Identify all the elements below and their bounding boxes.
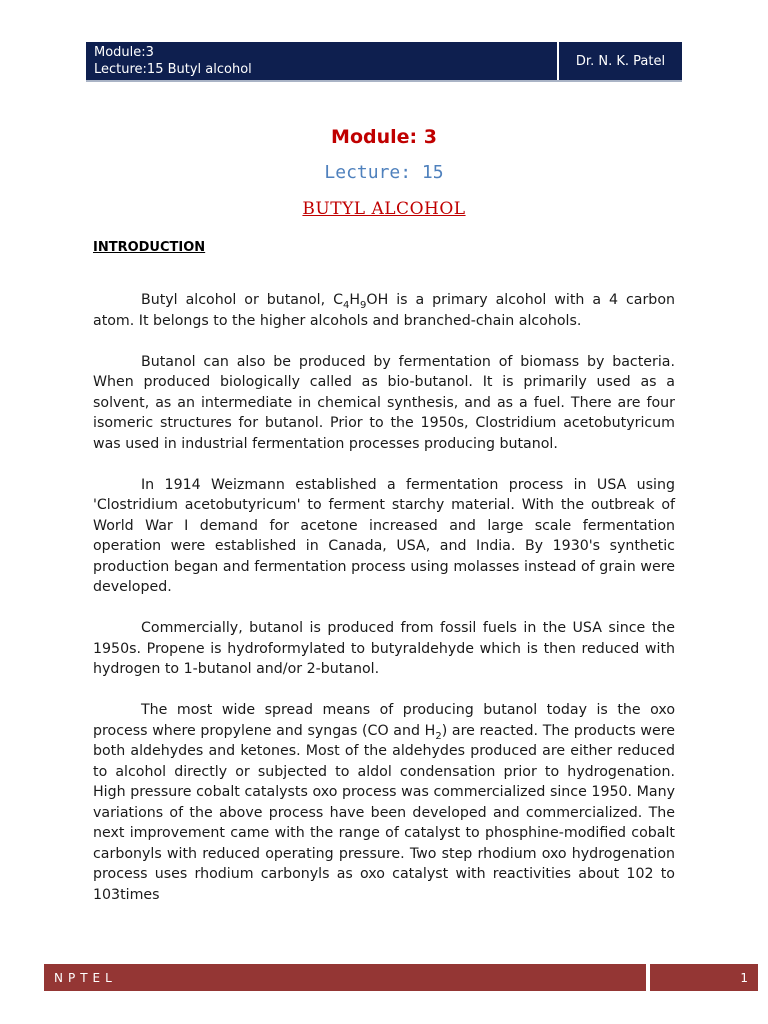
footer-label: NPTEL [54, 970, 117, 985]
header-module-lecture [86, 42, 557, 80]
section-heading: INTRODUCTION [93, 240, 206, 255]
footer-page-bar [650, 964, 758, 991]
module-title: Module: 3 [331, 126, 437, 148]
p5-text-b: ) are reacted. The products were both aldehydes and ketones. Most of the aldehydes produced are either reduced to alcohol directly or subjected to aldol condensation prior to hydrogenation. High pressure cobalt catalysts oxo process was commercialized since 1950. Many variations of the above process have been developed and commercialized. The next improvement came with the range of catalyst to phosphine-modified cobalt carbonyls with reduced operating pressure. Two step rhodium oxo hydrogenation process uses rhodium carbonyls as oxo catalyst with reactivities about 102 to 103times [93, 722, 675, 903]
header-lecture: Lecture:15 Butyl alcohol [94, 62, 252, 77]
header-divider [86, 80, 682, 82]
p1-text-a: Butyl alcohol or butanol, C [141, 292, 343, 308]
p1-sub-b: 9 [360, 299, 367, 311]
p1-text-c: OH is a primary alcohol with a 4 carbon atom. It belongs to the higher alcohols and branched-chain alcohols. [93, 292, 675, 329]
p1-sub-a: 4 [342, 299, 350, 311]
author-name: Dr. N. K. Patel [575, 53, 666, 69]
p5-text-a: The most wide spread means of producing butanol today is the oxo process where propylene and syngas (CO and H [93, 702, 675, 739]
paragraph-2: Butanol can also be produced by fermentation of biomass by bacteria. When produced biologically called as bio-butanol. It is primarily used as a solvent, as an intermediate in chemical synthesis, and as a fuel. There are four isomeric structures for butanol. Prior to the 1950s, Clostridium acetobutyricum was used in industrial fermentation processes producing butanol. [93, 353, 675, 452]
footer-label-bar [44, 964, 646, 991]
header-module: Module:3 [94, 45, 154, 60]
p5-sub: 2 [435, 730, 442, 742]
p1-text-b: H [349, 292, 361, 308]
page-number: 1 [740, 970, 748, 985]
paragraph-4: Commercially, butanol is produced from fossil fuels in the USA since the 1950s. Propene is hydroformylated to butyraldehyde which is then reduced with hydrogen to 1-butanol and/or 2-butanol. [93, 620, 675, 677]
lecture-title: Lecture: 15 [324, 162, 444, 183]
header-author [559, 42, 682, 80]
body-text [93, 290, 675, 926]
paragraph-1 [93, 290, 675, 331]
document-title: BUTYL ALCOHOL [302, 199, 466, 219]
paragraph-3: In 1914 Weizmann established a fermentation process in USA using 'Clostridium acetobutyricum' to ferment starchy material. With the outbreak of World War I demand for acetone increased and large scale fermentation operation were established in Canada, USA, and India. By 1930's synthetic production began and fermentation process using molasses instead of grain were developed. [93, 476, 675, 595]
paragraph-5 [93, 700, 675, 905]
